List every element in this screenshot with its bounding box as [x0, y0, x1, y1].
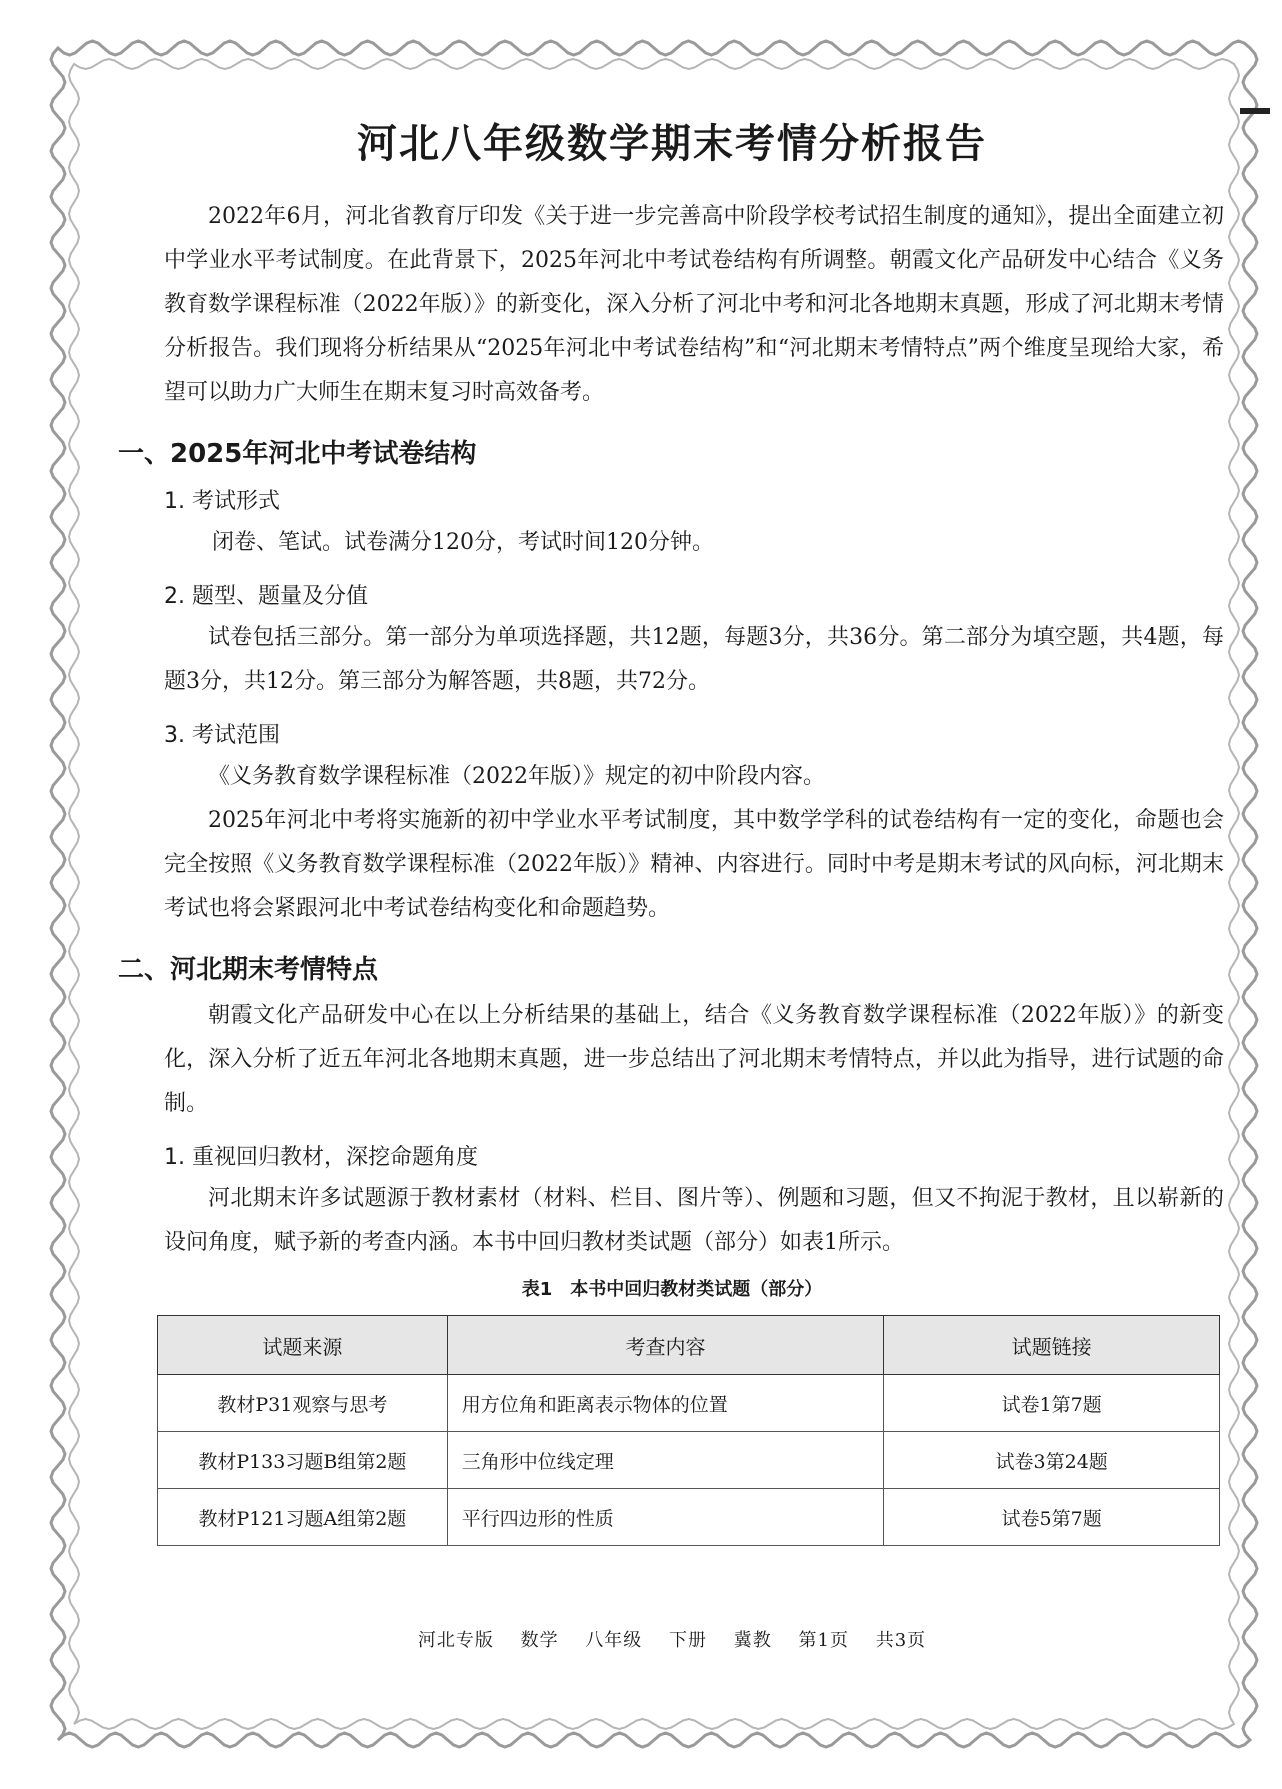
footer-publisher: 冀教 [733, 1630, 772, 1651]
section1-heading: 一、2025年河北中考试卷结构 [118, 439, 477, 469]
section1-sub3-text2: 2025年河北中考将实施新的初中学业水平考试制度，其中数学学科的试卷结构有一定的变化，命题也会完全按照《义务教育数学课程标准（2022年版）》精神、内容进行。同时中考是期末考试的风向标，河北期末考试也将会紧跟河北中考试卷结构变化和命题趋势。 [164, 808, 1224, 921]
table-cell-link: 试卷5第7题 [884, 1489, 1220, 1546]
section2-heading: 二、河北期末考情特点 [118, 955, 379, 985]
table-cell-content: 三角形中位线定理 [447, 1432, 884, 1489]
footer-grade: 八年级 [585, 1630, 643, 1651]
section2-sub1-heading: 1. 重视回归教材，深挖命题角度 [164, 1145, 478, 1170]
table-header-content: 考查内容 [447, 1316, 884, 1375]
footer-edition: 河北专版 [417, 1630, 494, 1651]
table-cell-content: 平行四边形的性质 [447, 1489, 884, 1546]
section1-sub2-text: 试卷包括三部分。第一部分为单项选择题，共12题，每题3分，共36分。第二部分为填空题，共4题，每题3分，共12分。第三部分为解答题，共8题，共72分。 [164, 625, 1224, 694]
section1-sub1-text: 闭卷、笔试。试卷满分120分，考试时间120分钟。 [212, 530, 714, 555]
table-caption: 表1 本书中回归教材类试题（部分） [521, 1279, 823, 1300]
section1-sub3-heading: 3. 考试范围 [164, 723, 280, 748]
section1-sub2-heading: 2. 题型、题量及分值 [164, 584, 368, 609]
section2-sub1-text: 河北期末许多试题源于教材素材（材料、栏目、图片等）、例题和习题，但又不拘泥于教材，且以崭新的设问角度，赋予新的考查内涵。本书中回归教材类试题（部分）如表1所示。 [164, 1186, 1224, 1255]
report-page [112, 92, 1232, 1712]
table-row [158, 1489, 1220, 1546]
section1-sub1-heading: 1. 考试形式 [164, 489, 280, 514]
section1-sub3-text1: 《义务教育数学课程标准（2022年版）》规定的初中阶段内容。 [208, 764, 825, 789]
textbook-questions-table [157, 1315, 1220, 1546]
footer-page-number: 第1页 [798, 1630, 849, 1651]
table-cell-source: 教材P133习题B组第2题 [158, 1432, 448, 1489]
table-cell-link: 试卷1第7题 [884, 1375, 1220, 1432]
table-header-row [158, 1316, 1220, 1375]
footer-volume: 下册 [669, 1630, 708, 1651]
intro-paragraph: 2022年6月，河北省教育厅印发《关于进一步完善高中阶段学校考试招生制度的通知》，提出全面建立初中学业水平考试制度。在此背景下，2025年河北中考试卷结构有所调整。朝霞文化产品研发中心结合《义务教育数学课程标准（2022年版）》的新变化，深入分析了河北中考和河北各地期末真题，形成了河北期末考情分析报告。我们现将分析结果从“2025年河北中考试卷结构”和“河北期末考情特点”两个维度呈现给大家，希望可以助力广大师生在期末复习时高效备考。 [164, 204, 1224, 405]
table-cell-source: 教材P121习题A组第2题 [158, 1489, 448, 1546]
page-footer [112, 1626, 1232, 1652]
table-header-source: 试题来源 [158, 1316, 448, 1375]
footer-page-total: 共3页 [875, 1630, 927, 1651]
table-row [158, 1375, 1220, 1432]
footer-subject: 数学 [520, 1630, 559, 1651]
table-cell-link: 试卷3第24题 [884, 1432, 1220, 1489]
edge-mark [1240, 108, 1270, 114]
table-row [158, 1432, 1220, 1489]
table-cell-source: 教材P31观察与思考 [158, 1375, 448, 1432]
section2-text: 朝霞文化产品研发中心在以上分析结果的基础上，结合《义务教育数学课程标准（2022年版）》的新变化，深入分析了近五年河北各地期末真题，进一步总结出了河北期末考情特点，并以此为指导，进行试题的命制。 [164, 1003, 1224, 1116]
table-cell-content: 用方位角和距离表示物体的位置 [447, 1375, 884, 1432]
table-header-link: 试题链接 [884, 1316, 1220, 1375]
page-title: 河北八年级数学期末考情分析报告 [357, 121, 987, 167]
